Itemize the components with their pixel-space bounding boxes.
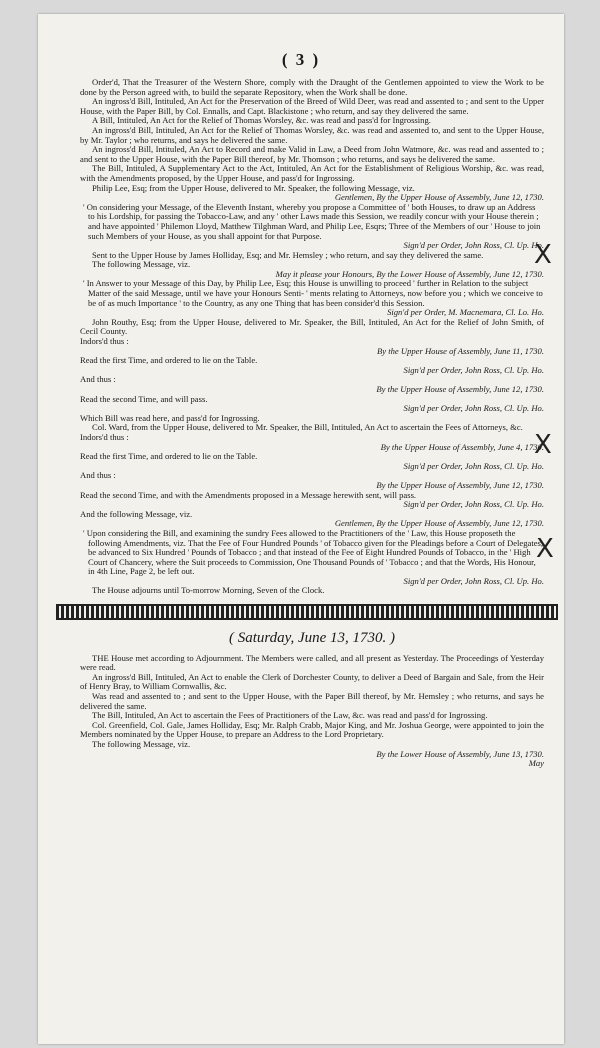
margin-mark: X <box>536 534 554 564</box>
paragraph: Philip Lee, Esq; from the Upper House, delivered to Mr. Speaker, the following Message, viz. <box>92 182 415 193</box>
paragraph: The following Message, viz. <box>92 259 191 270</box>
paragraph: Which Bill was read here, and pass'd for Ingrossing. <box>80 412 260 423</box>
session-june-13 <box>80 654 544 769</box>
signature-line: May it please your Honours, By the Lower House of Assembly, June 12, 1730. <box>275 268 544 279</box>
signature-line: Sign'd per Order, John Ross, Cl. Up. Ho. <box>403 499 544 510</box>
paragraph: THE House met according to Adjournment. The Members were called, and all present as Yesterday. The Proceedings of Yesterday were read. <box>80 652 544 673</box>
paragraph: The House adjourns until To-morrow Morning, Seven of the Clock. <box>92 585 325 596</box>
paragraph: An ingross'd Bill, Intituled, An Act for the Relief of Thomas Worsley, &c. was read and assented to, and sent to the Upper House, by Mr. Taylor ; who returns, and says he delivered the same. <box>80 124 544 145</box>
paragraph: Was read and assented to ; and sent to the Upper House, with the Paper Bill thereof, by Mr. Hemsley ; who returns, and says he delivered the same. <box>80 691 544 711</box>
document-page <box>38 14 564 1044</box>
paragraph: Col. Greenfield, Col. Gale, James Holliday, Esq; Mr. Ralph Crabb, Major King, and Mr. Joshua George, were appointed to join the Members nominated by the Upper House, to prepare an Address to the Lord Proprietary. <box>80 719 544 740</box>
signature-line: By the Upper House of Assembly, June 12, 1730. <box>376 384 544 394</box>
paragraph: The Bill, Intituled, A Supplementary Act to the Act, Intituled, An Act for the Establishment of Religious Worship, &c. was read, with the Amendments proposed, by the Upper House, and pass'd for Ingrossing. <box>80 163 544 183</box>
signature-line: Sign'd per Order, John Ross, Cl. Up. Ho. <box>403 460 544 471</box>
quoted-message: ' Upon considering the Bill, and examining the sundry Fees allowed to the Practitioners of the ' Law, this House proposeth the following Amendments, viz. That the Fee of Four Hundred Pounds ' of Tobacco given for the Pleadings before a Court of Delegates, be advanced to Six Hundred ' Pounds of Tobacco ; and that instead of the Fee of Eight Hundred Pounds of Tobacco, in the ' High Court of Chancery, where the Suit proceeds to Commission, One Thousand Pounds of ' Tobacco ; and that the Words, His Honour, in 4th Line, Page 2, be left out. <box>83 527 544 577</box>
quoted-message: ' On considering your Message, of the Eleventh Instant, whereby you propose a Committee of ' both Houses, to draw up an Address to his Lordship, for passing the Tobacco-Law, and any ' other Laws made this Session, we readily concur with your House therein ; and have appointed ' Philemon Lloyd, Matthew Tilghman Ward, and Philip Lee, Esqrs; Three of the Members of our ' House to join such Members of your House, as you shall appoint for that Purpose. <box>83 201 541 241</box>
date-heading: ( Saturday, June 13, 1730. ) <box>228 630 396 647</box>
signature-line: By the Upper House of Assembly, June 11, 1730. <box>377 345 544 356</box>
journal-text <box>80 78 544 769</box>
paragraph: An ingross'd Bill, Intituled, An Act to enable the Clerk of Dorchester County, to deliver a Deed of Bargain and Sale, from the Heir of Henry Bray, to William Cornwallis, &c. <box>80 671 544 692</box>
paragraph: The following Message, viz. <box>92 739 191 749</box>
signature-line: Sign'd per Order, John Ross, Cl. Up. Ho. <box>403 364 544 375</box>
paragraph: John Routhy, Esq; from the Upper House, delivered to Mr. Speaker, the Bill, Intituled, An Act for the Relief of John Smith, of Cecil County. <box>80 316 544 337</box>
page-number: ( 3 ) <box>281 50 321 69</box>
ornamental-divider <box>56 604 558 620</box>
paragraph: A Bill, Intituled, An Act for the Relief of Thomas Worsley, &c. was read and pass'd for Ingrossing. <box>92 115 431 126</box>
margin-mark: X <box>534 430 552 460</box>
session-june-12 <box>80 78 544 596</box>
paragraph: Read the first Time, and ordered to lie on the Table. <box>80 451 258 462</box>
quoted-message: ' In Answer to your Message of this Day, by Philip Lee, Esq; this House is unwilling to proceed ' further in Relation to the subject Matter of the said Message, until we have your Honours Senti- ' ments relating to Attorneys, now before you ; which we conceive to be of as much Importance ' to the Country, as any one Thing that has been consider'd this Session. <box>83 278 543 308</box>
signature-line: Gentlemen, By the Upper House of Assembly, June 12, 1730. <box>334 518 544 529</box>
paragraph: And the following Message, viz. <box>80 508 193 519</box>
paragraph: Read the second Time, and with the Amendments proposed in a Message herewith sent, will pass. <box>80 489 417 500</box>
paragraph: Col. Ward, from the Upper House, delivered to Mr. Speaker, the Bill, Intituled, An Act to ascertain the Fees of Attorneys, &c. <box>92 422 523 433</box>
signature-line: By the Upper House of Assembly, June 12, 1730. <box>376 479 544 490</box>
signature-line: Sign'd per Order, John Ross, Cl. Up. Ho. <box>403 575 544 586</box>
signature-line: Sign'd per Order, John Ross, Cl. Up. Ho. <box>403 403 544 414</box>
paragraph: Indors'd thus : <box>80 431 129 442</box>
paragraph: And thus : <box>80 374 116 385</box>
signature-line: By the Lower House of Assembly, June 13, 1730. <box>376 748 544 759</box>
signature-line: Sign'd per Order, M. Macnemara, Cl. Lo. Ho. <box>387 307 544 318</box>
paragraph: The Bill, Intituled, An Act to ascertain the Fees of Practitioners of the Law, &c. was read and pass'd for Ingrossing. <box>92 710 488 721</box>
signature-line: Gentlemen, By the Upper House of Assembly, June 12, 1730. <box>334 192 544 203</box>
paragraph: An ingross'd Bill, Intituled, An Act for the Preservation of the Breed of Wild Deer, was read and assented to ; and sent to the Upper House, with the Paper Bill, by Col. Ennalls, and Capt. Blackistone ; who return, and say they delivered the same. <box>80 96 544 116</box>
paragraph: Sent to the Upper House by James Holliday, Esq; and Mr. Hemsley ; who return, and say they delivered the same. <box>92 249 484 260</box>
paragraph: Indors'd thus : <box>80 336 129 347</box>
paragraph: Read the first Time, and ordered to lie on the Table. <box>80 355 258 366</box>
signature-line: Sign'd per Order, John Ross, Cl. Up. Ho. <box>403 240 544 251</box>
paragraph: And thus : <box>80 470 116 481</box>
signature-line: May <box>528 758 544 769</box>
paragraph: An ingross'd Bill, Intituled, An Act to Record and make Valid in Law, a Deed from John Watmore, &c. was read and assented to ; and sent to the Upper House, with the Paper Bill thereof, by Mr. Thomson ; who returns, and says he delivered the same. <box>80 144 544 164</box>
signature-line: By the Upper House of Assembly, June 4, 1730. <box>380 441 544 452</box>
paragraph: Read the second Time, and will pass. <box>80 393 208 404</box>
paragraph: Order'd, That the Treasurer of the Western Shore, comply with the Draught of the Gentlemen appointed to view the Work to be done by the Person agreed with, to build the separate Repository, when the Work shall be done. <box>80 77 544 97</box>
margin-mark: X <box>534 240 552 270</box>
